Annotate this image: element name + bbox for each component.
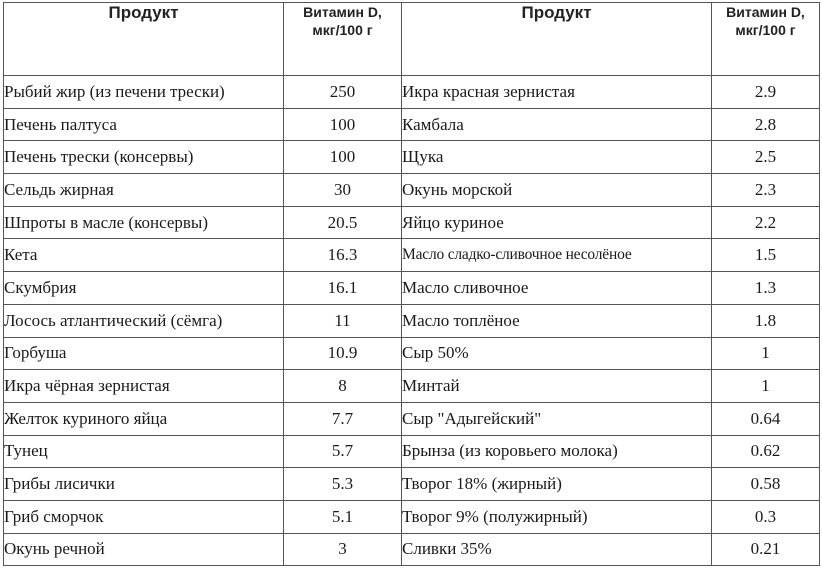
right-vitamin-value: 0.62 (712, 435, 820, 468)
table-row (4, 174, 820, 207)
left-product-name: Икра чёрная зернистая (4, 370, 284, 403)
table-body (4, 76, 820, 566)
right-vitamin-value: 2.9 (712, 76, 820, 109)
right-product-name: Икра красная зернистая (402, 76, 712, 109)
left-vitamin-value: 8 (284, 370, 402, 403)
right-vitamin-value: 2.3 (712, 174, 820, 207)
left-vitamin-value: 11 (284, 304, 402, 337)
header-vitamin-right-line2: мкг/100 г (735, 22, 796, 38)
right-vitamin-value: 1 (712, 337, 820, 370)
left-vitamin-value: 100 (284, 141, 402, 174)
left-product-name: Кета (4, 239, 284, 272)
left-product-name: Скумбрия (4, 272, 284, 305)
header-vitamin-right-line1: Витамин D, (726, 4, 805, 20)
right-product-name: Минтай (402, 370, 712, 403)
left-vitamin-value: 20.5 (284, 206, 402, 239)
left-vitamin-value: 16.1 (284, 272, 402, 305)
left-product-name: Горбуша (4, 337, 284, 370)
right-vitamin-value: 2.8 (712, 108, 820, 141)
right-vitamin-value: 0.58 (712, 468, 820, 501)
left-product-name: Желток куриного яйца (4, 402, 284, 435)
table-row (4, 370, 820, 403)
table-row (4, 239, 820, 272)
table-row (4, 468, 820, 501)
right-product-name: Масло сливочное (402, 272, 712, 305)
table-row (4, 402, 820, 435)
header-vitamin-right (712, 3, 820, 76)
right-vitamin-value: 0.3 (712, 500, 820, 533)
header-vitamin-left-line1: Витамин D, (303, 4, 382, 20)
right-vitamin-value: 2.2 (712, 206, 820, 239)
left-product-name: Шпроты в масле (консервы) (4, 206, 284, 239)
left-vitamin-value: 10.9 (284, 337, 402, 370)
right-product-name: Сыр "Адыгейский" (402, 402, 712, 435)
right-product-name: Щука (402, 141, 712, 174)
header-row (4, 3, 820, 76)
right-vitamin-value: 1.5 (712, 239, 820, 272)
left-product-name: Гриб сморчок (4, 500, 284, 533)
header-product-right: Продукт (402, 3, 712, 76)
right-vitamin-value: 0.64 (712, 402, 820, 435)
table-row (4, 435, 820, 468)
left-vitamin-value: 16.3 (284, 239, 402, 272)
right-product-name: Творог 9% (полужирный) (402, 500, 712, 533)
left-vitamin-value: 7.7 (284, 402, 402, 435)
right-product-name: Яйцо куриное (402, 206, 712, 239)
header-vitamin-left-line2: мкг/100 г (312, 22, 373, 38)
left-product-name: Окунь речной (4, 533, 284, 566)
left-vitamin-value: 250 (284, 76, 402, 109)
right-product-name: Брынза (из коровьего молока) (402, 435, 712, 468)
right-product-name: Творог 18% (жирный) (402, 468, 712, 501)
right-vitamin-value: 2.5 (712, 141, 820, 174)
left-product-name: Тунец (4, 435, 284, 468)
left-product-name: Сельдь жирная (4, 174, 284, 207)
right-vitamin-value: 1.3 (712, 272, 820, 305)
table-row (4, 304, 820, 337)
table-row (4, 108, 820, 141)
left-product-name: Лосось атлантический (сёмга) (4, 304, 284, 337)
left-product-name: Печень трески (консервы) (4, 141, 284, 174)
header-product-left: Продукт (4, 3, 284, 76)
right-product-name: Окунь морской (402, 174, 712, 207)
right-vitamin-value: 1.8 (712, 304, 820, 337)
table-row (4, 206, 820, 239)
left-vitamin-value: 3 (284, 533, 402, 566)
table-header (4, 3, 820, 76)
table-row (4, 76, 820, 109)
left-vitamin-value: 5.3 (284, 468, 402, 501)
table-row (4, 500, 820, 533)
left-vitamin-value: 30 (284, 174, 402, 207)
right-product-name: Масло сладко-сливочное несолёное (402, 239, 712, 272)
left-product-name: Грибы лисички (4, 468, 284, 501)
table-row (4, 141, 820, 174)
left-vitamin-value: 5.1 (284, 500, 402, 533)
table-row (4, 272, 820, 305)
left-vitamin-value: 5.7 (284, 435, 402, 468)
vitamin-d-table (3, 2, 820, 566)
vitamin-d-table-sheet (3, 2, 819, 570)
left-product-name: Печень палтуса (4, 108, 284, 141)
right-vitamin-value: 0.21 (712, 533, 820, 566)
right-product-name: Масло топлёное (402, 304, 712, 337)
table-row (4, 337, 820, 370)
right-product-name: Камбала (402, 108, 712, 141)
right-product-name: Сливки 35% (402, 533, 712, 566)
left-product-name: Рыбий жир (из печени трески) (4, 76, 284, 109)
right-product-name: Сыр 50% (402, 337, 712, 370)
right-vitamin-value: 1 (712, 370, 820, 403)
table-row (4, 533, 820, 566)
left-vitamin-value: 100 (284, 108, 402, 141)
header-vitamin-left (284, 3, 402, 76)
